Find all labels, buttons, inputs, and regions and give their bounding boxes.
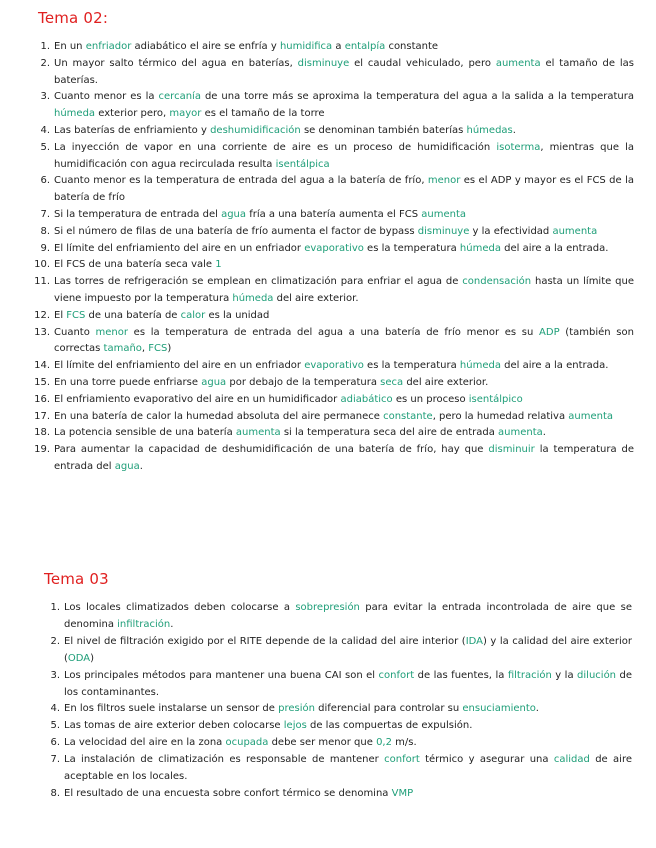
answer-term: isoterma — [496, 141, 541, 153]
list-item — [24, 173, 634, 207]
answer-term: dilución — [577, 669, 617, 681]
statement-text: se denominan también baterías — [300, 124, 467, 136]
tema-02-list — [24, 39, 634, 476]
list-item — [24, 442, 634, 476]
item-number: 1. — [40, 41, 50, 52]
statement-text: El enfriamiento evaporativo del aire en un humidificador — [54, 393, 341, 405]
item-text — [54, 173, 634, 207]
item-number: 1. — [50, 602, 60, 613]
item-text — [54, 274, 634, 308]
item-text — [54, 425, 634, 442]
statement-text: . — [139, 460, 143, 472]
item-text — [54, 409, 634, 426]
item-text — [54, 241, 634, 258]
statement-text: del aire exterior. — [273, 292, 359, 304]
statement-text: . — [512, 124, 516, 136]
answer-term: adiabático — [340, 393, 393, 405]
statement-text: es el ADP y mayor es el FCS de la batería de frío — [54, 175, 634, 204]
answer-term: isentálpico — [468, 393, 523, 405]
statement-text: . — [170, 618, 174, 630]
statement-text: y la efectividad — [469, 225, 553, 237]
item-text — [54, 140, 634, 174]
item-text — [54, 325, 634, 359]
item-number: 13. — [34, 326, 50, 338]
statement-text: En un — [54, 41, 86, 52]
item-number: 2. — [40, 57, 50, 69]
item-number: 10. — [34, 259, 50, 271]
item-text — [64, 752, 632, 786]
answer-term: filtración — [507, 669, 552, 681]
statement-text: el tamaño de las baterías. — [54, 57, 635, 86]
list-item — [34, 718, 632, 735]
statement-text: El límite del enfriamiento del aire en un enfriador — [54, 242, 305, 254]
list-item — [24, 274, 634, 308]
statement-text: El resultado de una encuesta sobre confort térmico se denomina — [64, 787, 392, 799]
answer-term: disminuye — [417, 225, 470, 237]
list-item — [24, 207, 634, 224]
answer-term: lejos — [283, 720, 307, 732]
statement-text: ) — [90, 652, 95, 664]
section-heading-tema-02: Tema 02: — [38, 9, 109, 27]
statement-text: En los filtros suele instalarse un sensor de — [64, 703, 279, 715]
item-number: 14. — [34, 360, 50, 372]
item-text — [54, 442, 634, 476]
list-item — [34, 752, 632, 786]
answer-term: evaporativo — [304, 360, 364, 372]
item-number: 3. — [40, 91, 50, 103]
statement-text: a — [332, 41, 345, 52]
statement-text: debe ser menor que — [268, 737, 377, 749]
statement-text: diferencial para controlar su — [314, 703, 463, 715]
item-number: 15. — [34, 376, 50, 388]
answer-term: aumenta — [421, 208, 466, 220]
statement-text: La velocidad del aire en la zona — [64, 737, 226, 749]
item-number: 17. — [34, 410, 50, 422]
answer-term: calor — [180, 309, 206, 321]
answer-term: infiltración — [117, 618, 171, 630]
item-text — [54, 123, 634, 140]
statement-text: es la unidad — [205, 309, 270, 321]
item-number: 6. — [50, 737, 60, 749]
list-item — [24, 392, 634, 409]
answer-term: aumenta — [235, 427, 281, 439]
statement-text: de una torre más se aproxima la temperatura del agua a la salida a la temperatura — [200, 91, 634, 103]
answer-term: menor — [95, 326, 128, 338]
answer-term: húmeda — [232, 292, 274, 304]
item-number: 4. — [40, 124, 50, 136]
answer-term: VMP — [391, 787, 414, 799]
answer-term: aumenta — [495, 57, 541, 69]
item-text — [54, 89, 634, 123]
tema-03-list — [34, 600, 632, 803]
statement-text: y la — [551, 669, 578, 681]
item-number: 12. — [34, 309, 50, 321]
item-number: 5. — [50, 720, 60, 732]
statement-text: . — [535, 703, 539, 715]
list-item — [24, 325, 634, 359]
statement-text: exterior pero, — [95, 108, 170, 120]
item-text — [54, 375, 634, 392]
statement-text: del aire exterior. — [403, 376, 489, 388]
item-number: 3. — [50, 669, 60, 681]
statement-text: para evitar la entrada incontrolada de aire que se denomina — [64, 602, 632, 630]
answer-term: húmeda — [459, 242, 501, 254]
statement-text: constante — [385, 41, 439, 52]
answer-term: 1 — [215, 259, 222, 271]
statement-text: . — [542, 427, 546, 439]
statement-text: Para aumentar la capacidad de deshumidificación de una batería de frío, hay que — [54, 444, 489, 456]
list-item — [34, 600, 632, 634]
answer-term: deshumidificación — [210, 124, 301, 136]
statement-text: hasta un límite que viene impuesto por la temperatura — [54, 276, 634, 304]
statement-text: de una batería de — [85, 309, 181, 321]
item-number: 9. — [40, 242, 50, 254]
statement-text: la temperatura de entrada del — [54, 444, 634, 472]
statement-text: es la temperatura de entrada del agua a una batería de frío menor es su — [127, 326, 540, 338]
list-item — [24, 409, 634, 426]
list-item — [24, 123, 634, 140]
statement-text: del aire a la entrada. — [500, 242, 609, 254]
answer-term: húmeda — [459, 360, 501, 372]
statement-text: Los principales métodos para mantener una buena CAI son el — [64, 669, 379, 681]
item-number: 4. — [50, 703, 60, 715]
statement-text: es el tamaño de la torre — [201, 108, 325, 120]
statement-text: adiabático el aire se enfría y — [131, 41, 280, 52]
answer-term: ODA — [67, 652, 91, 664]
answer-term: humidifica — [279, 41, 333, 52]
list-item — [24, 140, 634, 174]
answer-term: tamaño — [103, 343, 142, 355]
list-item — [24, 358, 634, 375]
answer-term: isentálpica — [275, 158, 330, 170]
statement-text: El — [54, 309, 67, 321]
answer-term: húmeda — [54, 108, 96, 120]
item-text — [54, 392, 634, 409]
answer-term: evaporativo — [304, 242, 364, 254]
statement-text: En una torre puede enfriarse — [54, 376, 202, 388]
statement-text: m/s. — [391, 737, 417, 749]
answer-term: enfriador — [85, 41, 132, 52]
list-item — [34, 634, 632, 668]
statement-text: Las tomas de aire exterior deben colocarse — [64, 720, 284, 732]
item-text — [64, 668, 632, 702]
statement-text: En una batería de calor la humedad absoluta del aire permanece — [54, 410, 384, 422]
answer-term: aumenta — [568, 410, 614, 422]
statement-text: el caudal vehiculado, pero — [349, 57, 496, 69]
answer-term: agua — [114, 460, 140, 472]
statement-text: La inyección de vapor en una corriente de aire es un proceso de humidificación — [54, 141, 497, 153]
item-text — [54, 224, 634, 241]
item-number: 7. — [40, 208, 50, 220]
answer-term: aumenta — [498, 427, 543, 439]
answer-term: ADP — [539, 326, 560, 338]
answer-term: ocupada — [225, 737, 269, 749]
answer-term: confort — [384, 754, 420, 766]
item-text — [64, 600, 632, 634]
statement-text: Las torres de refrigeración se emplean en climatización para enfriar el agua de — [54, 276, 463, 288]
statement-text: por debajo de la temperatura — [226, 376, 381, 388]
statement-text: (también son correctas — [54, 326, 634, 355]
list-item — [34, 701, 632, 718]
statement-text: de las compuertas de expulsión. — [306, 720, 473, 732]
statement-text: , pero la humedad relativa — [432, 410, 569, 422]
answer-term: FCS — [148, 343, 168, 355]
list-item — [24, 257, 634, 274]
answer-term: agua — [221, 208, 247, 220]
answer-term: IDA — [465, 635, 484, 647]
list-item — [24, 56, 634, 90]
answer-term: disminuye — [297, 57, 350, 69]
list-item — [34, 786, 632, 803]
statement-text: ) — [167, 343, 172, 355]
list-item — [24, 89, 634, 123]
statement-text: El nivel de filtración exigido por el RITE depende de la calidad del aire interior ( — [64, 635, 466, 647]
item-number: 8. — [50, 787, 60, 799]
list-item — [24, 375, 634, 392]
statement-text: Si el número de filas de una batería de frío aumenta el factor de bypass — [54, 225, 418, 237]
item-text — [54, 308, 634, 325]
statement-text: de los contaminantes. — [64, 669, 632, 698]
statement-text: de las fuentes, la — [414, 669, 508, 681]
statement-text: , mientras que la humidificación con agua recirculada resulta — [54, 141, 635, 170]
answer-term: 0,2 — [376, 737, 392, 749]
section-heading-tema-03: Tema 03 — [44, 570, 109, 588]
answer-term: constante — [383, 410, 433, 422]
item-text — [64, 634, 632, 668]
item-number: 5. — [40, 141, 50, 153]
item-number: 18. — [34, 427, 50, 439]
answer-term: sobrepresión — [295, 602, 360, 613]
statement-text: si la temperatura seca del aire de entrada — [280, 427, 499, 439]
item-number: 11. — [34, 276, 50, 288]
answer-term: húmedas — [466, 124, 513, 136]
list-item — [34, 735, 632, 752]
item-number: 7. — [50, 754, 60, 766]
item-text — [54, 358, 634, 375]
answer-term: entalpía — [344, 41, 386, 52]
list-item — [24, 241, 634, 258]
answer-term: condensación — [462, 276, 532, 288]
statement-text: de aire aceptable en los locales. — [64, 754, 632, 783]
list-item — [24, 425, 634, 442]
item-text — [64, 701, 632, 718]
answer-term: mayor — [169, 108, 202, 120]
statement-text: El FCS de una batería seca vale — [54, 259, 216, 271]
answer-term: agua — [201, 376, 227, 388]
statement-text: Cuanto menor es la temperatura de entrada del agua a la batería de frío, — [54, 175, 428, 187]
list-item — [24, 308, 634, 325]
statement-text: es la temperatura — [363, 360, 460, 372]
item-text — [64, 735, 632, 752]
answer-term: presión — [278, 703, 315, 715]
item-number: 19. — [34, 444, 50, 456]
statement-text: Cuanto menor es la — [54, 91, 159, 103]
statement-text: , — [141, 343, 149, 355]
statement-text: del aire a la entrada. — [500, 360, 609, 372]
statement-text: es un proceso — [392, 393, 469, 405]
answer-term: aumenta — [552, 225, 598, 237]
answer-term: FCS — [66, 309, 86, 321]
answer-term: cercanía — [158, 91, 201, 103]
item-text — [54, 39, 634, 56]
item-number: 6. — [40, 175, 50, 187]
statement-text: Las baterías de enfriamiento y — [54, 124, 211, 136]
answer-term: menor — [427, 175, 461, 187]
item-text — [64, 718, 632, 735]
statement-text: es la temperatura — [363, 242, 460, 254]
answer-term: seca — [380, 376, 404, 388]
item-text — [54, 56, 634, 90]
statement-text: Un mayor salto térmico del agua en baterías, — [54, 57, 298, 69]
statement-text: Los locales climatizados deben colocarse a — [64, 602, 296, 613]
answer-term: calidad — [553, 754, 590, 766]
item-text — [64, 786, 632, 803]
item-text — [54, 207, 634, 224]
list-item — [24, 224, 634, 241]
answer-term: disminuir — [488, 444, 535, 456]
statement-text: La instalación de climatización es responsable de mantener — [64, 754, 385, 766]
statement-text: Si la temperatura de entrada del — [54, 208, 222, 220]
statement-text: El límite del enfriamiento del aire en un enfriador — [54, 360, 305, 372]
item-number: 8. — [40, 225, 50, 237]
list-item — [24, 39, 634, 56]
answer-term: confort — [378, 669, 415, 681]
statement-text: Cuanto — [54, 326, 96, 338]
statement-text: La potencia sensible de una batería — [54, 427, 236, 439]
item-text — [54, 257, 634, 274]
list-item — [34, 668, 632, 702]
statement-text: fría a una batería aumenta el FCS — [246, 208, 422, 220]
statement-text: ) y la calidad del aire exterior ( — [64, 635, 633, 664]
answer-term: ensuciamiento — [462, 703, 536, 715]
item-number: 2. — [50, 635, 60, 647]
item-number: 16. — [34, 393, 50, 405]
statement-text: térmico y asegurar una — [419, 754, 554, 766]
